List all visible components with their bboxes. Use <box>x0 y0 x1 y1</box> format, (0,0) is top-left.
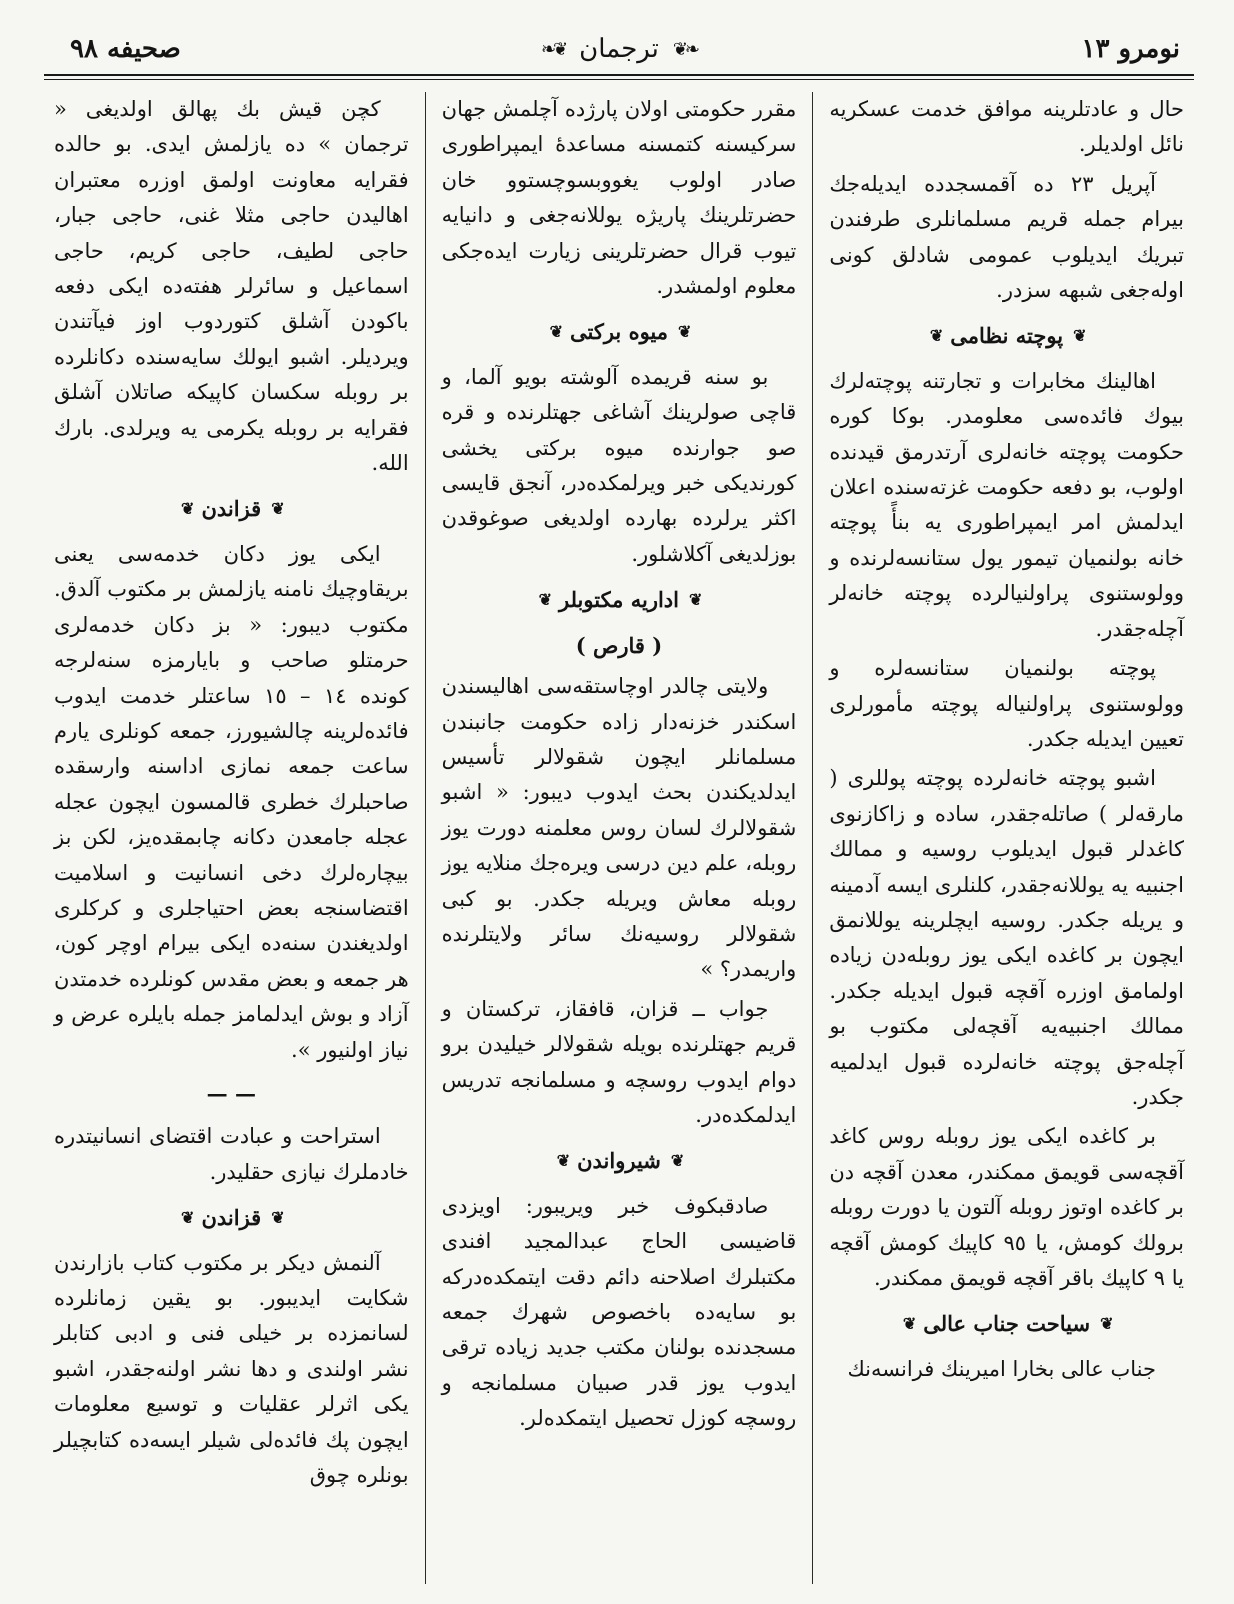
section-heading <box>442 314 797 349</box>
paragraph: مقرر حكومتى اولان پارژده آچلمش جهان سركيسنه كتمسنه مساعدهٔ ايمپراطورى صادر اولوب يغووبسوچستوو خان حضرتلرينك پاريژه يوللانه‌جغى و دانيايه تيوب قرال حضرتلرينى زيارت ايده‌جكى معلوم اولمشدر. <box>441 97 797 299</box>
ornament-icon: ❦ <box>678 322 689 342</box>
paragraph: استراحت و عبادت اقتضاى انسانيتدره خادملرك نيازى حقليدر. <box>53 1124 409 1184</box>
section-heading <box>54 491 409 526</box>
masthead-rule <box>44 74 1194 80</box>
ornament-icon: ❦ <box>549 322 560 342</box>
paragraph: حال و عادتلرينه موافق خدمت عسكريه نائل اولديلر. <box>829 97 1184 157</box>
section-heading-text: ميوه بركتى <box>569 319 669 345</box>
ornament-icon: ❦ <box>181 1208 192 1228</box>
ornament-icon: ❦ <box>1100 1314 1111 1334</box>
column-middle <box>426 92 814 1584</box>
section-heading <box>829 1306 1184 1341</box>
paragraph: ايكى يوز دكان خدمه‌سى يعنى بريقاوچيك نامنه يازلمش بر مكتوب آلدق. مكتوب ديبور: « بز دكان خدمه‌لرى حرمتلو صاحب و بايارمزه سنه‌لرجه كونده ١٤ – ١٥ ساعتلر خدمت ايدوب فائده‌لرينه چالشيورز، جمعه كونلرى يارم ساعت جمعه نمازى اداسنه وارسقده صاحبلرك خطرى قالمسون ايچون عجله عجله جامعدن دكانه چابمقده‌يز، لكن بز بيچاره‌لرك دخى انسانيت و اسلاميت اقتضاسنجه بعض احتياجلرى و كركلرى اولديغندن سنه‌ده ايكى بيرام اوچر كون، هر جمعه و بعض مقدس كونلرده خدمتدن آزاد و بوش ايدلمامز جمله بايلره عرض و نياز اولنيور ». <box>53 541 409 1062</box>
ornament-icon: ❦ <box>929 326 941 346</box>
ornament-icon: ❦ <box>689 590 700 610</box>
section-divider: — — <box>206 1080 256 1106</box>
page-number: صحيفه ٩٨ <box>70 34 181 64</box>
paragraph: جناب عالى بخارا اميرينك فرانسه‌نك <box>847 1356 1156 1381</box>
masthead <box>38 28 1200 74</box>
newspaper-title: ترجمان <box>579 34 659 64</box>
paragraph: بو سنه قريمده آلوشته بويو آلما، و قاچى صولرينك آشاغى جهتلرنده و قره صو جوارنده ميوه بركتى يخشى كورنديكى خبر ويرلمكده‌در، آنجق قايسى اكثر يرلرده بهارده اولديغى صوغوقدن بوزلديغى آكلاشلور. <box>441 364 797 566</box>
paragraph: ولايتى چالدر اوچاستقه‌سى اهاليسندن اسكندر خزنه‌دار زاده حكومت جانبندن مسلمانلر ايچون شقولالر تأسيس ايدلديكندن بحث ايدوب ديبور: « اشبو شقولالرك لسان روس معلمنه دورت يوز روبله، علم دين درسى ويره‌جك منلايه يوز روبله معاش ويريله جكدر. بو كبى شقولالر روسيه‌نك سائر ولايتلرنده واريمدر؟ » <box>441 674 797 982</box>
section-heading-text: قزاندن <box>201 1205 262 1231</box>
section-heading-text: اداريه مكتوبلر <box>559 587 679 613</box>
ornament-icon: ❦ <box>271 1208 282 1228</box>
ornament-right-icon: ❦❧ <box>540 38 566 60</box>
column-left <box>38 92 426 1584</box>
columns <box>38 92 1200 1584</box>
masthead-title-group <box>541 34 697 64</box>
section-heading-text: قزاندن <box>201 496 262 522</box>
paragraph: آلنمش ديكر بر مكتوب كتاب بازارندن شكايت ايديبور. بو يقين زمانلرده لسانمزده بر خيلى فنى و ادبى كتابلر نشر اولندى و دها نشر اولنه‌جقدر، اشبو يكى اثرلر عقليات و توسيع معلومات ايچون پك فائده‌لى شيلر ايسه‌ده كتابچيلر بونلره چوق <box>53 1250 409 1488</box>
section-heading-text: سياحت جناب عالى <box>923 1311 1091 1337</box>
section-heading <box>829 318 1184 353</box>
paragraph: اهالينك مخابرات و تجارتنه پوچته‌لرك بيوك فائده‌سى معلومدر. بوكا كوره حكومت پوچته خانه‌لرى آرتدرمق قيدنده اولوب، بو دفعه حكومت غزته‌سنده اعلان ايدلمش امر ايمپراطورى يه بنأً پوچته خانه بولنميان تيمور يول ستانسه‌لرنده و وولوستنوى پراولنيالرده پوچته خانه‌لر آچله‌جقدر. <box>829 368 1184 641</box>
ornament-icon: ❦ <box>538 590 549 610</box>
section-heading <box>442 1143 797 1178</box>
paragraph: جواب ــ قزان، قافقاز، تركستان و قريم جهتلرنده بويله شقولالر خيليدن برو دوام ايدوب روسچه و مسلمانجه تدريس ايدلمكده‌در. <box>441 996 797 1127</box>
ornament-icon: ❦ <box>902 1314 914 1334</box>
paragraph: اشبو پوچته خانه‌لرده پوچته پوللرى ( مارقه‌لر ) صاتله‌جقدر، ساده و زاكازنوى كاغدلر قبول ايديلوب روسيه و ممالك اجنبيه يه يوللانه‌جقدر، كلنلرى ايسه آدمينه و يريله جكدر. روسيه ايچلرينه يوللانمق ايچون بر كاغده ايكى يوز روبله‌دن زياده اولمامق اوزره آقچه قبول ايديله جكدر. ممالك اجنبيه‌يه آقچه‌لى مكتوب بو آچله‌جق پوچته خانه‌لرده قبول ايدلميه جكدر. <box>829 766 1184 1109</box>
issue-number: نومرو ١٣ <box>1081 34 1180 64</box>
column-right <box>813 92 1200 1584</box>
ornament-icon: ❦ <box>1073 326 1084 346</box>
paragraph: بر كاغده ايكى يوز روبله روس كاغد آقچه‌سى قويمق ممكندر، معدن آقچه دن بر كاغده اوتوز روبله آلتون يا دورت روبله برولك كومش، يا ٩٥ كاپيك كومش آقچه يا ٩ كاپيك باقر آقچه قويمق ممكندر. <box>829 1124 1184 1290</box>
ornament-icon: ❦ <box>670 1151 682 1171</box>
paragraph: آپريل ٢٣ ده آقمسجدده ايديله‌جك بيرام جمله قريم مسلمانلرى طرفندن تبريك ايديلوب عمومى شادلق كونى اوله‌جغى شبهه سزدر. <box>829 171 1184 303</box>
ornament-icon: ❦ <box>556 1151 568 1171</box>
ornament-icon: ❦ <box>181 499 192 519</box>
section-heading <box>54 1200 409 1235</box>
ornament-left-icon: ❧❦ <box>672 38 698 60</box>
paragraph: صادقبكوف خبر ويريبور: اويزدى قاضيسى الحاج عبدالمجيد افندى مكتبلرك اصلاحنه دائم دقت ايتمكده‌دركه بو سايه‌ده باخصوص شهرك جمعه مسجدنده بولنان مكتب جديد زياده ترقى ايدوب يوز قدر صبيان مسلمانجه و روسچه كوزل تحصيل ايتمكده‌لر. <box>441 1193 797 1431</box>
section-heading <box>442 582 797 617</box>
ornament-icon: ❦ <box>271 499 282 519</box>
section-heading-text: شيرواندن <box>577 1148 661 1174</box>
section-heading-text: پوچته نظامى <box>950 323 1064 349</box>
subheading: ( قارص ) <box>575 632 663 658</box>
paragraph: پوچته بولنميان ستانسه‌لره و وولوستنوى پراولنياله پوچته مأمورلرى تعيين ايديله جكدر. <box>829 656 1184 751</box>
paragraph: كچن قيش بك پهالق اولديغى « ترجمان » ده يازلمش ايدى. بو حالده فقرايه معاونت اولمق اوزره معتبران اهاليدن حاجى مثلا غنى، حاجى جبار، حاجى لطيف، حاجى كريم، حاجى اسماعيل و سائرلر هفته‌ده ايكى دفعه باكودن آشلق كتوردوب اوز فيآتندن ويرديلر. اشبو ايولك سايه‌سنده دكانلرده بر روبله سكسان كاپيكه صاتلان آشلق فقرايه بر روبله يكرمى يه ويرلدى. بارك الله. <box>53 97 409 476</box>
